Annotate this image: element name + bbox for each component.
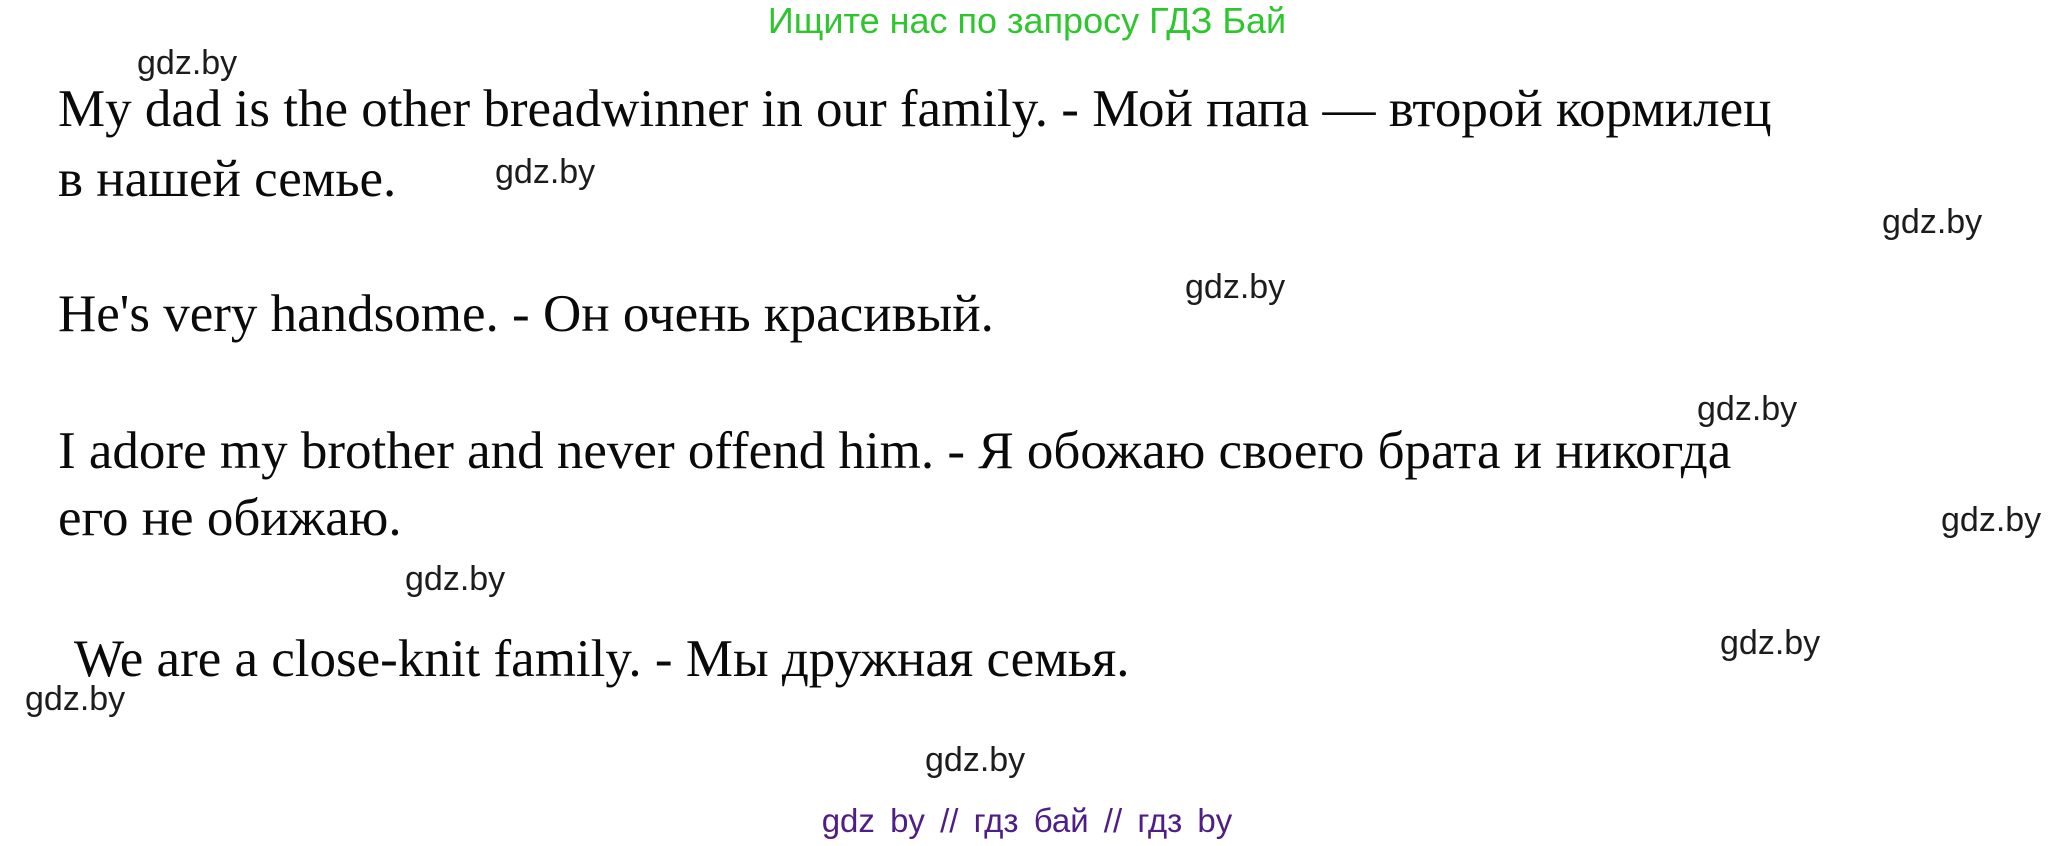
watermark: gdz.by	[925, 741, 1026, 779]
sentence-3-line-2: его не обижаю.	[58, 489, 402, 547]
watermark: gdz.by	[1697, 390, 1798, 428]
watermark: gdz.by	[1882, 203, 1983, 241]
watermark: gdz.by	[1941, 501, 2042, 539]
watermark: gdz.by	[137, 44, 238, 82]
sentence-1-line-2: в нашей семье.	[58, 150, 397, 208]
watermark: gdz.by	[405, 560, 506, 598]
sentence-2-line-1: He's very handsome. - Он очень красивый.	[58, 285, 994, 343]
watermark: gdz.by	[495, 153, 596, 191]
watermark: gdz.by	[25, 680, 126, 718]
watermark: gdz.by	[1185, 268, 1286, 306]
footer-keywords: gdz by // гдз бай // гдз by	[821, 802, 1233, 839]
sentence-3-line-1: I adore my brother and never offend him. - Я обожаю своего брата и никогда	[58, 422, 1732, 480]
sentence-1-line-1: My dad is the other breadwinner in our family. - Мой папа — второй кормилец	[58, 80, 1772, 138]
watermark: gdz.by	[1720, 624, 1821, 662]
promo-banner: Ищите нас по запросу ГДЗ Бай	[767, 0, 1287, 41]
sentence-4-line-1: We are a close-knit family. - Мы дружная семья.	[74, 630, 1130, 688]
